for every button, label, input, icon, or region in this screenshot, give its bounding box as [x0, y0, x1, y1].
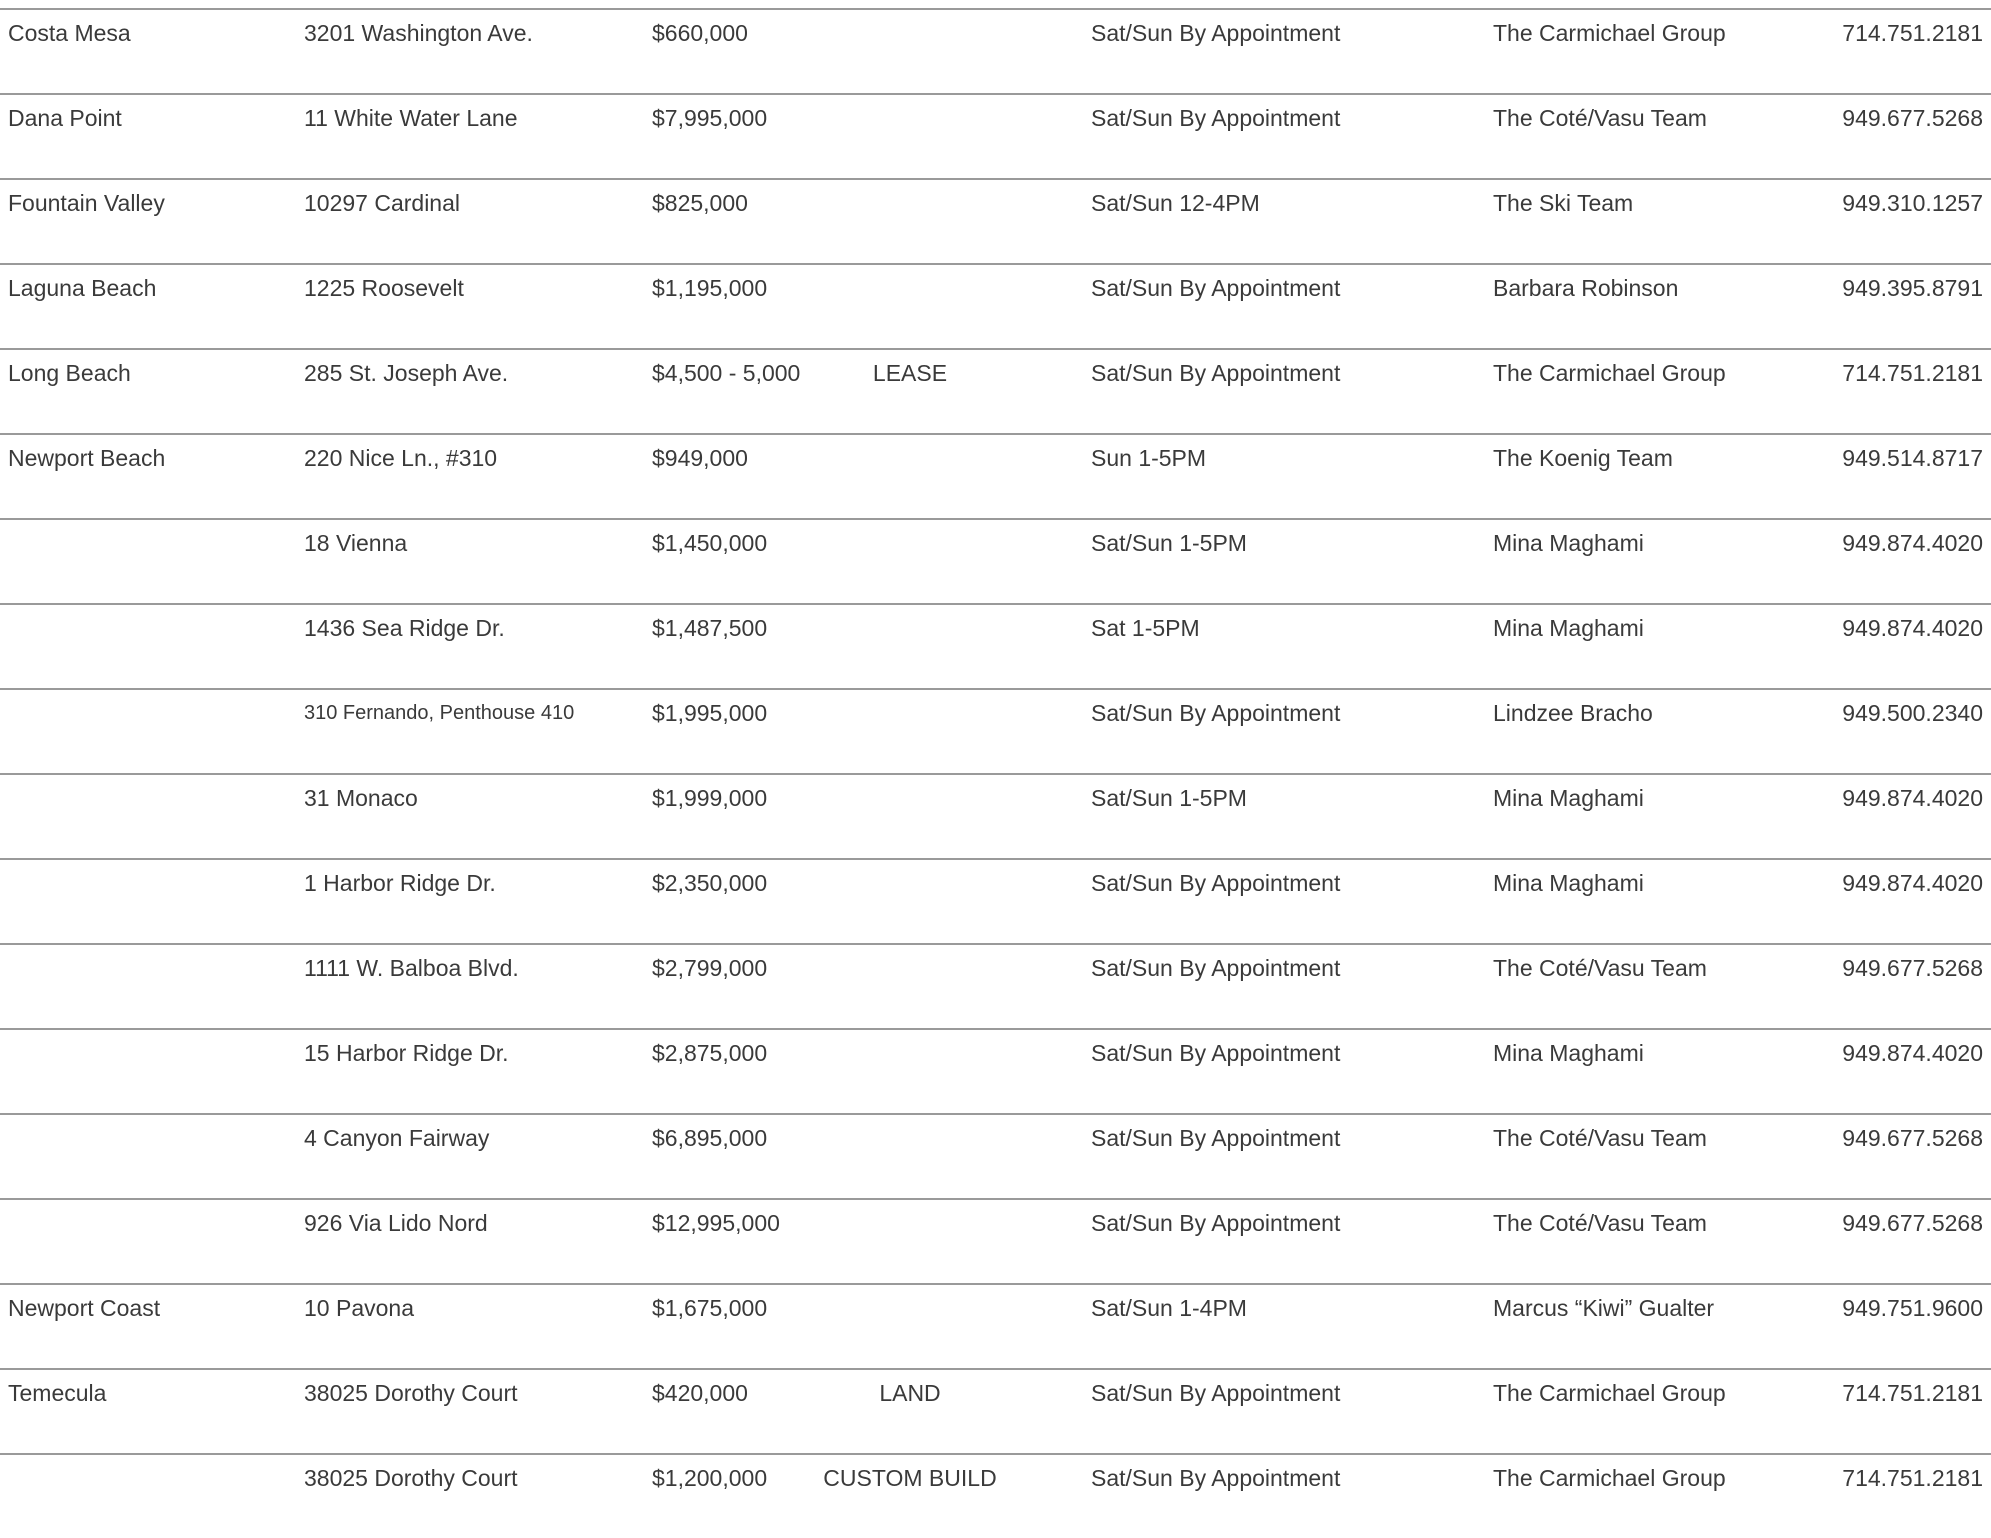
table-row	[0, 263, 1991, 348]
listing-price: $1,450,000	[652, 530, 768, 556]
listing-hours: Sat/Sun By Appointment	[1091, 275, 1341, 301]
listing-address: 10297 Cardinal	[304, 190, 461, 216]
listing-address: 10 Pavona	[304, 1295, 414, 1321]
table-row	[0, 518, 1991, 603]
listing-phone: 949.874.4020	[1842, 785, 1983, 811]
table-row	[0, 1368, 1991, 1453]
listing-address: 38025 Dorothy Court	[304, 1380, 518, 1406]
listing-price: $949,000	[652, 445, 748, 471]
listing-agent: Lindzee Bracho	[1493, 700, 1653, 726]
table-row	[0, 1028, 1991, 1113]
row-divider	[0, 1113, 1991, 1115]
listing-agent: Mina Maghami	[1493, 1040, 1644, 1066]
listing-agent: The Ski Team	[1493, 190, 1634, 216]
listing-phone: 949.874.4020	[1842, 615, 1983, 641]
listing-hours: Sat/Sun By Appointment	[1091, 870, 1341, 896]
listing-address: 31 Monaco	[304, 785, 418, 811]
row-divider	[0, 1028, 1991, 1030]
listing-agent: Mina Maghami	[1493, 870, 1644, 896]
listing-address: 15 Harbor Ridge Dr.	[304, 1040, 509, 1066]
listing-hours: Sat/Sun 1-5PM	[1091, 530, 1247, 556]
listing-agent: Mina Maghami	[1493, 785, 1644, 811]
listing-phone: 714.751.2181	[1842, 1465, 1983, 1491]
listing-address: 1225 Roosevelt	[304, 275, 464, 301]
listing-hours: Sat/Sun 1-4PM	[1091, 1295, 1247, 1321]
listing-price: $1,487,500	[652, 615, 768, 641]
listing-hours: Sat/Sun By Appointment	[1091, 1125, 1341, 1151]
listing-price: $1,995,000	[652, 700, 768, 726]
listing-city: Newport Beach	[8, 445, 166, 471]
row-divider	[0, 178, 1991, 180]
listing-hours: Sat/Sun 12-4PM	[1091, 190, 1260, 216]
listing-address: 38025 Dorothy Court	[304, 1465, 518, 1491]
listing-address: 18 Vienna	[304, 530, 408, 556]
row-divider	[0, 858, 1991, 860]
listing-price: $1,675,000	[652, 1295, 768, 1321]
row-divider	[0, 433, 1991, 435]
listing-hours: Sat/Sun By Appointment	[1091, 360, 1341, 386]
listing-phone: 949.677.5268	[1842, 1210, 1983, 1236]
listing-phone: 714.751.2181	[1842, 20, 1983, 46]
listing-phone: 949.395.8791	[1842, 275, 1983, 301]
listing-price: $12,995,000	[652, 1210, 780, 1236]
listing-agent: The Coté/Vasu Team	[1493, 955, 1707, 981]
listing-hours: Sat/Sun By Appointment	[1091, 1210, 1341, 1236]
table-row	[0, 178, 1991, 263]
listing-phone: 949.874.4020	[1842, 530, 1983, 556]
listing-hours: Sat/Sun By Appointment	[1091, 20, 1341, 46]
listing-city: Dana Point	[8, 105, 122, 131]
listing-city: Long Beach	[8, 360, 131, 386]
row-divider	[0, 8, 1991, 10]
listing-note: LEASE	[872, 360, 948, 386]
table-row	[0, 8, 1991, 93]
listing-price: $6,895,000	[652, 1125, 768, 1151]
row-divider	[0, 688, 1991, 690]
listing-address: 1436 Sea Ridge Dr.	[304, 615, 505, 641]
listing-address: 926 Via Lido Nord	[304, 1210, 488, 1236]
row-divider	[0, 943, 1991, 945]
row-divider	[0, 773, 1991, 775]
listing-address: 1 Harbor Ridge Dr.	[304, 870, 496, 896]
listing-address: 1111 W. Balboa Blvd.	[304, 955, 519, 981]
table-row	[0, 348, 1991, 433]
listing-address: 220 Nice Ln., #310	[304, 445, 498, 471]
listing-price: $1,999,000	[652, 785, 768, 811]
listing-city: Temecula	[8, 1380, 107, 1406]
listing-agent: The Coté/Vasu Team	[1493, 105, 1707, 131]
listing-agent: Mina Maghami	[1493, 615, 1644, 641]
table-row	[0, 1198, 1991, 1283]
listing-hours: Sat/Sun By Appointment	[1091, 1465, 1341, 1491]
listing-city: Newport Coast	[8, 1295, 161, 1321]
listing-agent: The Koenig Team	[1493, 445, 1673, 471]
listing-price: $660,000	[652, 20, 748, 46]
listing-phone: 949.677.5268	[1842, 955, 1983, 981]
row-divider	[0, 1368, 1991, 1370]
listing-note: LAND	[879, 1380, 941, 1406]
listing-agent: Marcus “Kiwi” Gualter	[1493, 1295, 1715, 1321]
listing-hours: Sat/Sun By Appointment	[1091, 1040, 1341, 1066]
row-divider	[0, 1198, 1991, 1200]
row-divider	[0, 93, 1991, 95]
listing-hours: Sat/Sun By Appointment	[1091, 105, 1341, 131]
listing-city: Costa Mesa	[8, 20, 131, 46]
table-row	[0, 943, 1991, 1028]
listing-agent: The Coté/Vasu Team	[1493, 1210, 1707, 1236]
table-row	[0, 773, 1991, 858]
listing-phone: 949.310.1257	[1842, 190, 1983, 216]
listing-hours: Sat/Sun 1-5PM	[1091, 785, 1247, 811]
listing-address: 310 Fernando, Penthouse 410	[304, 702, 575, 724]
listing-agent: The Coté/Vasu Team	[1493, 1125, 1707, 1151]
listing-price: $1,195,000	[652, 275, 768, 301]
listing-price: $2,875,000	[652, 1040, 768, 1066]
listing-address: 285 St. Joseph Ave.	[304, 360, 509, 386]
listing-city: Fountain Valley	[8, 190, 165, 216]
listing-hours: Sat/Sun By Appointment	[1091, 1380, 1341, 1406]
listing-price: $2,350,000	[652, 870, 768, 896]
listing-agent: The Carmichael Group	[1493, 20, 1726, 46]
listing-city: Laguna Beach	[8, 275, 157, 301]
row-divider	[0, 603, 1991, 605]
listing-price: $4,500 - 5,000	[652, 360, 801, 386]
table-row	[0, 433, 1991, 518]
listing-price: $2,799,000	[652, 955, 768, 981]
listing-address: 4 Canyon Fairway	[304, 1125, 490, 1151]
listing-phone: 949.500.2340	[1842, 700, 1983, 726]
table-row	[0, 688, 1991, 773]
listing-price: $7,995,000	[652, 105, 768, 131]
listing-address: 11 White Water Lane	[304, 105, 518, 131]
listing-phone: 949.874.4020	[1842, 870, 1983, 896]
table-row	[0, 93, 1991, 178]
listing-address: 3201 Washington Ave.	[304, 20, 533, 46]
listing-price: $825,000	[652, 190, 748, 216]
table-row	[0, 1283, 1991, 1368]
listing-agent: Mina Maghami	[1493, 530, 1644, 556]
listing-agent: Barbara Robinson	[1493, 275, 1679, 301]
row-divider	[0, 263, 1991, 265]
listing-agent: The Carmichael Group	[1493, 1465, 1726, 1491]
listing-agent: The Carmichael Group	[1493, 360, 1726, 386]
listing-phone: 949.874.4020	[1842, 1040, 1983, 1066]
row-divider	[0, 348, 1991, 350]
table-row	[0, 858, 1991, 943]
listing-phone: 949.677.5268	[1842, 1125, 1983, 1151]
table-row	[0, 1453, 1991, 1538]
listing-hours: Sun 1-5PM	[1091, 445, 1207, 471]
listing-phone: 714.751.2181	[1842, 1380, 1983, 1406]
listing-phone: 949.677.5268	[1842, 105, 1983, 131]
row-divider	[0, 518, 1991, 520]
listing-price: $420,000	[652, 1380, 748, 1406]
table-row	[0, 1113, 1991, 1198]
listing-phone: 949.751.9600	[1842, 1295, 1983, 1321]
listing-hours: Sat/Sun By Appointment	[1091, 955, 1341, 981]
row-divider	[0, 1283, 1991, 1285]
listing-phone: 949.514.8717	[1842, 445, 1983, 471]
listing-agent: The Carmichael Group	[1493, 1380, 1726, 1406]
listing-note: CUSTOM BUILD	[823, 1465, 997, 1491]
table-row	[0, 603, 1991, 688]
listing-hours: Sat/Sun By Appointment	[1091, 700, 1341, 726]
row-divider	[0, 1453, 1991, 1455]
listing-hours: Sat 1-5PM	[1091, 615, 1200, 641]
listing-price: $1,200,000	[652, 1465, 768, 1491]
listing-phone: 714.751.2181	[1842, 360, 1983, 386]
